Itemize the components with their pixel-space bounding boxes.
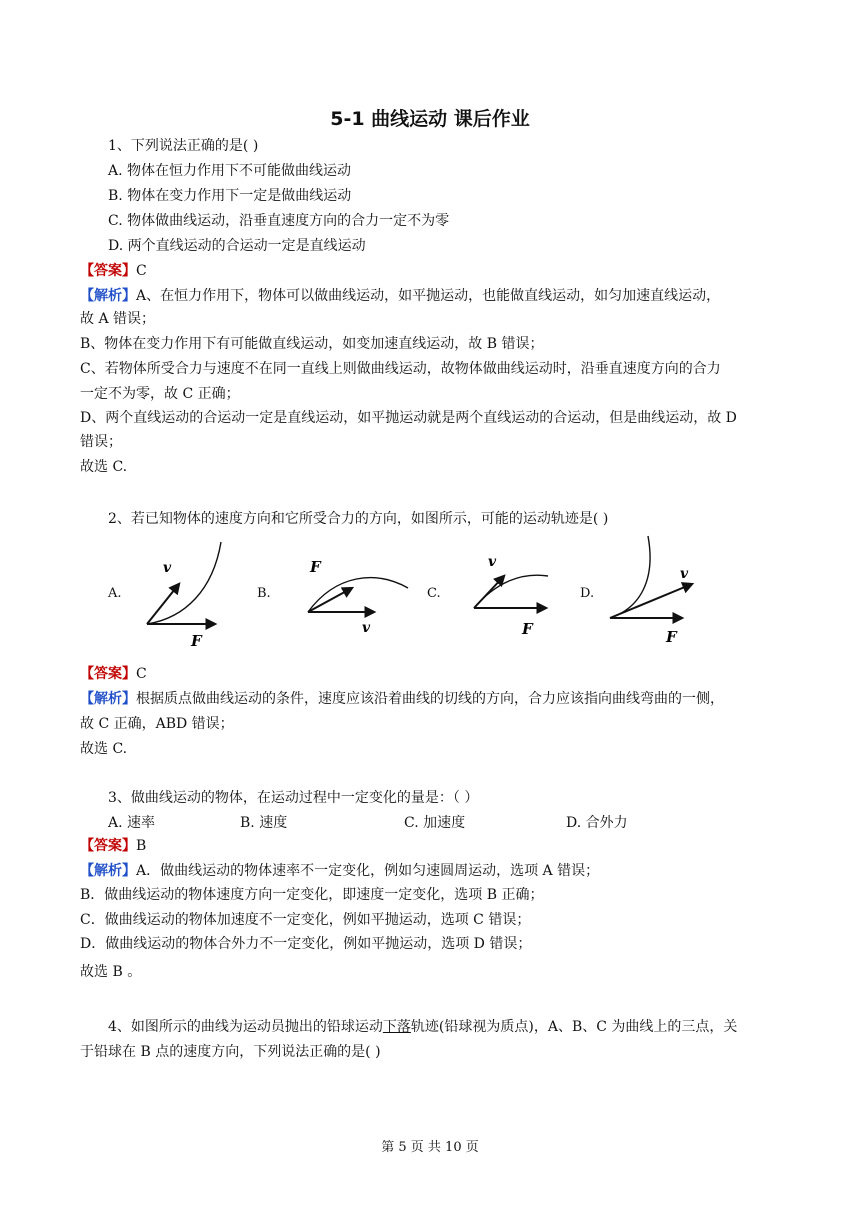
q1-analysis-line: 错误；: [80, 434, 122, 450]
answer-value: C: [136, 666, 147, 682]
q3-analysis-line: 故选 B 。: [80, 964, 142, 980]
trajectory-curve: [610, 536, 650, 618]
q1-analysis-line: 一定不为零，故 C 正确；: [80, 386, 240, 402]
q4-stem: [108, 1017, 737, 1037]
q1-option-b: B. 物体在变力作用下一定是做曲线运动: [108, 188, 352, 204]
trajectory-curve: [308, 578, 408, 612]
page-footer: 第 5 页 共 10 页: [381, 1140, 479, 1155]
q2-analysis-line: 故 C 正确，ABD 错误；: [80, 716, 234, 732]
q2-figure-b-label: B.: [257, 586, 271, 601]
q1-analysis-line: B、物体在变力作用下有可能做直线运动，如变加速直线运动，故 B 错误；: [80, 336, 544, 352]
velocity-arrow: [474, 576, 504, 608]
q1-analysis: [80, 286, 720, 306]
q3-option-a: A. 速率: [108, 815, 156, 831]
velocity-label: v: [680, 566, 689, 582]
q4-stem-part: 4、如图所示的曲线为运动员抛出的铅球运动: [108, 1019, 383, 1035]
q2-analysis-line: 故选 C.: [80, 741, 128, 757]
force-label: F: [191, 632, 202, 650]
velocity-arrow: [610, 584, 692, 618]
q2-answer: [80, 664, 147, 684]
q3-stem: 3、做曲线运动的物体，在运动过程中一定变化的量是：（ ）: [108, 790, 479, 806]
q2-analysis: [80, 689, 724, 709]
q2-figure-d: [604, 534, 704, 650]
answer-tag: 【答案】: [80, 838, 136, 854]
q4-stem-underlined: 下落: [382, 1019, 411, 1035]
force-arrow: [308, 588, 352, 612]
answer-tag: 【答案】: [80, 666, 136, 682]
q2-figure-d-label: D.: [580, 586, 595, 601]
q3-option-d: D. 合外力: [566, 815, 628, 831]
analysis-tag: 【解析】: [80, 691, 136, 707]
q2-figure-b: [296, 552, 416, 642]
q4-stem-line2: 于铅球在 B 点的速度方向，下列说法正确的是( ): [80, 1044, 381, 1060]
q1-option-a: A. 物体在恒力作用下不可能做曲线运动: [108, 163, 352, 179]
velocity-label: v: [362, 620, 371, 636]
force-label: F: [310, 558, 321, 576]
page-title: 5-1 曲线运动 课后作业: [330, 108, 530, 130]
q3-analysis-line: B．做曲线运动的物体速度方向一定变化，即速度一定变化，选项 B 正确；: [80, 887, 544, 903]
q2-stem: 2、若已知物体的速度方向和它所受合力的方向，如图所示，可能的运动轨迹是( ): [108, 511, 609, 527]
q2-figure-a: [135, 540, 235, 650]
q1-analysis-line: 故 A 错误；: [80, 311, 156, 327]
analysis-text: A．做曲线运动的物体速率不一定变化，例如匀速圆周运动，选项 A 错误；: [136, 863, 600, 879]
q3-analysis-line: C．做曲线运动的物体加速度不一定变化，例如平抛运动，选项 C 错误；: [80, 912, 531, 928]
trajectory-curve: [474, 575, 548, 608]
q3-analysis: [80, 861, 599, 881]
analysis-text: A、在恒力作用下，物体可以做曲线运动，如平抛运动，也能做直线运动，如匀加速直线运动，: [136, 288, 721, 304]
velocity-label: v: [163, 560, 172, 576]
q2-figure-a-label: A.: [108, 586, 122, 601]
q1-option-d: D. 两个直线运动的合运动一定是直线运动: [108, 238, 366, 254]
analysis-tag: 【解析】: [80, 288, 136, 304]
q2-figure-c: [466, 548, 576, 640]
force-label: F: [522, 620, 533, 638]
velocity-label: v: [488, 554, 497, 570]
q1-option-c: C. 物体做曲线运动，沿垂直速度方向的合力一定不为零: [108, 213, 450, 229]
answer-value: C: [136, 263, 147, 279]
force-label: F: [666, 628, 677, 646]
analysis-text: 根据质点做曲线运动的条件，速度应该沿着曲线的切线的方向，合力应该指向曲线弯曲的一侧，: [136, 691, 724, 707]
velocity-arrow: [147, 584, 179, 624]
q1-answer: [80, 261, 147, 281]
answer-value: B: [136, 838, 147, 854]
q1-analysis-line: D、两个直线运动的合运动一定是直线运动，如平抛运动就是两个直线运动的合运动，但是曲线运动，故 D: [80, 410, 737, 426]
q2-figure-c-label: C.: [427, 586, 441, 601]
q1-analysis-line: 故选 C.: [80, 459, 128, 475]
q4-stem-part: 轨迹(铅球视为质点)，A、B、C 为曲线上的三点，关: [410, 1019, 738, 1035]
analysis-tag: 【解析】: [80, 863, 136, 879]
q1-stem: 1、下列说法正确的是( ): [108, 138, 259, 154]
q3-option-b: B. 速度: [240, 815, 288, 831]
q3-option-c: C. 加速度: [404, 815, 466, 831]
q3-answer: [80, 836, 146, 856]
q1-analysis-line: C、若物体所受合力与速度不在同一直线上则做曲线运动，故物体做曲线运动时，沿垂直速度方向的合力: [80, 361, 721, 377]
q3-analysis-line: D．做曲线运动的物体合外力不一定变化，例如平抛运动，选项 D 错误；: [80, 936, 532, 952]
answer-tag: 【答案】: [80, 263, 136, 279]
